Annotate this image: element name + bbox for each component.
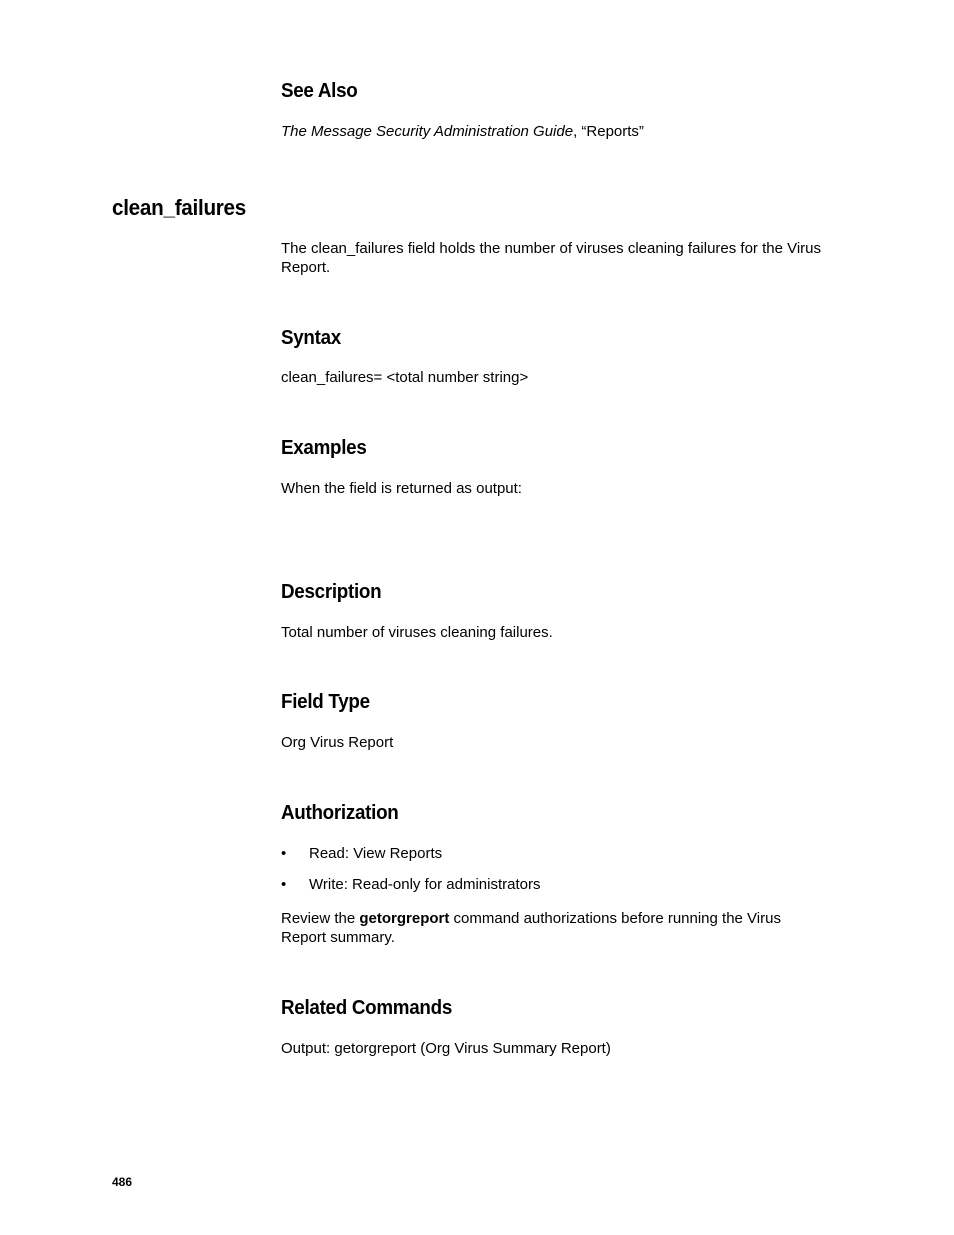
reference-section: , “Reports” [573, 123, 644, 140]
syntax-text: clean_failures= <total number string> [281, 369, 529, 386]
authorization-heading: Authorization [281, 802, 399, 824]
section-title: clean_failures [112, 195, 247, 220]
examples-text: When the field is returned as output: [281, 480, 522, 497]
authorization-item-read: Read: View Reports [309, 845, 443, 862]
page-number: 486 [112, 1175, 133, 1189]
section-intro: The clean_failures field holds the number of viruses cleaning failures for the Virus Report. [281, 240, 822, 276]
command-name: getorgreport [359, 910, 450, 927]
bullet-icon: • [281, 876, 287, 893]
authorization-review-text: Review the getorgreport command authorizations before running the Virus Report summary. [281, 910, 781, 946]
field-type-text: Org Virus Report [281, 734, 394, 751]
examples-heading: Examples [281, 437, 367, 459]
syntax-heading: Syntax [281, 327, 341, 349]
related-commands-text: Output: getorgreport (Org Virus Summary Report) [281, 1040, 611, 1057]
related-commands-heading: Related Commands [281, 997, 453, 1019]
description-text: Total number of viruses cleaning failures. [281, 624, 553, 641]
see-also-heading: See Also [281, 80, 358, 102]
reference-title: The Message Security Administration Guide [281, 123, 574, 140]
bullet-icon: • [281, 845, 287, 862]
see-also-reference [281, 122, 644, 141]
field-type-heading: Field Type [281, 691, 370, 713]
description-heading: Description [281, 581, 382, 603]
authorization-item-write: Write: Read-only for administrators [309, 876, 541, 893]
